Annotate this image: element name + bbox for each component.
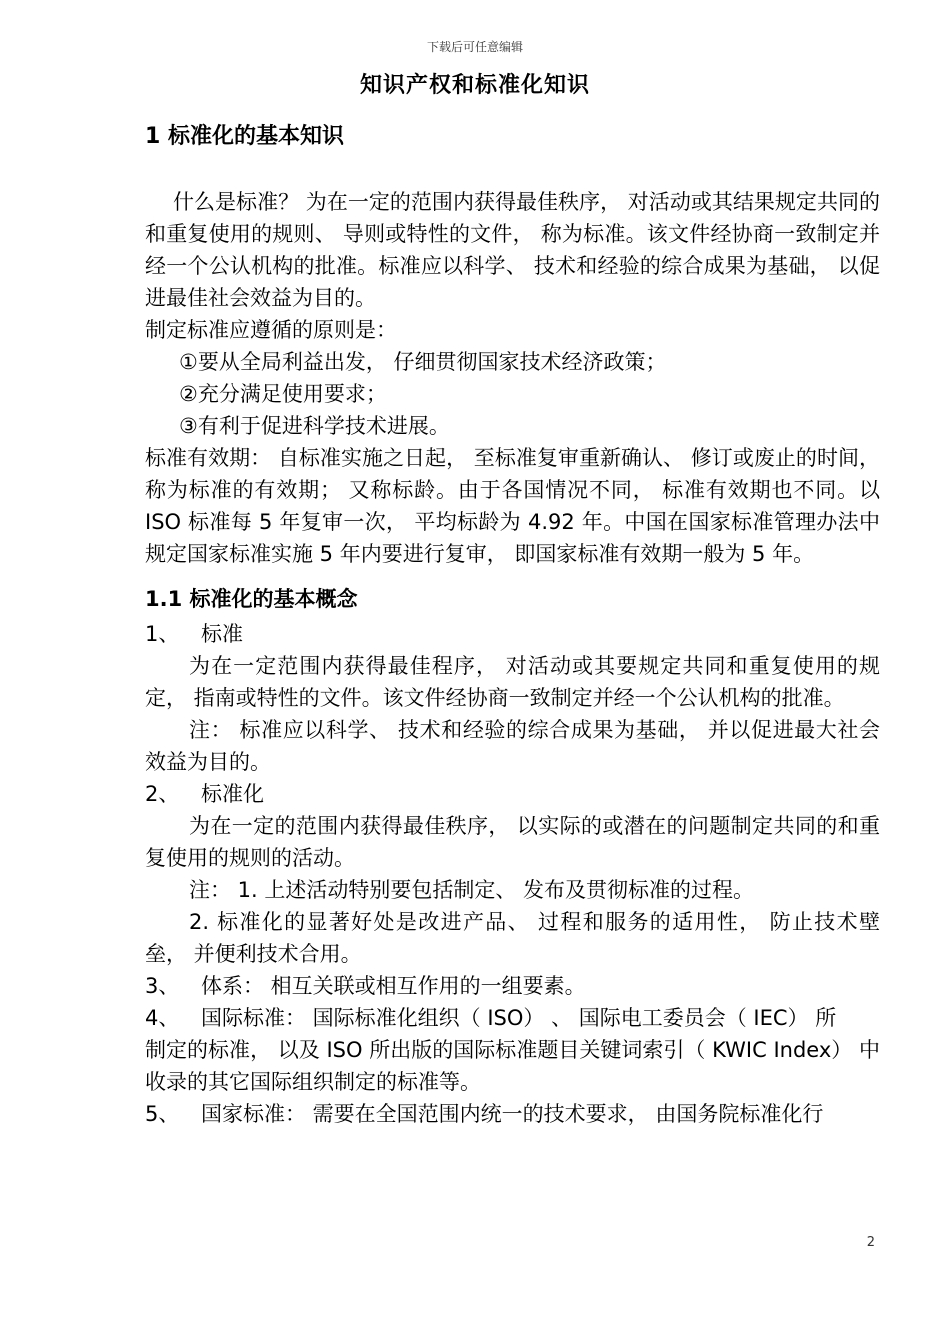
item-label: 国际标准： 国际标准化组织（ ISO） 、 国际电工委员会（ IEC） 所 bbox=[201, 1006, 837, 1030]
item-2-note-2: 2. 标准化的显著好处是改进产品、 过程和服务的适用性， 防止技术壁垒， 并便利技术合用。 bbox=[145, 910, 880, 966]
principle-item: ③有利于促进科学技术进展。 bbox=[179, 414, 450, 438]
item-label: 国家标准： 需要在全国范围内统一的技术要求， 由国务院标准化行 bbox=[201, 1102, 824, 1126]
item-1 bbox=[145, 618, 880, 650]
paragraph-what-is-standard: 什么是标准？ 为在一定的范围内获得最佳秩序， 对活动或其结果规定共同的和重复使用的规则、 导则或特性的文件， 称为标准。该文件经协商一致制定并经一个公认机构的批准。标准应以科学、 技术和经验的综合成果为基础， 以促进最佳社会效益为目的。 bbox=[145, 190, 880, 310]
principles-intro: 制定标准应遵循的原则是： bbox=[145, 318, 397, 342]
item-3 bbox=[145, 970, 880, 1002]
principle-item: ②充分满足使用要求； bbox=[179, 382, 387, 406]
section-1-1-heading: 1.1 标准化的基本概念 bbox=[145, 587, 358, 611]
header-note: 下载后可任意编辑 bbox=[426, 40, 523, 54]
item-2-definition: 为在一定的范围内获得最佳秩序， 以实际的或潜在的问题制定共同的和重复使用的规则的活动。 bbox=[145, 814, 880, 870]
item-2-note-1: 注： 1. 上述活动特别要包括制定、 发布及贯彻标准的过程。 bbox=[189, 878, 755, 902]
item-4 bbox=[145, 1002, 880, 1034]
page-number: 2 bbox=[866, 1235, 875, 1250]
item-number: 3、 bbox=[145, 974, 180, 998]
section-1-heading: 1 标准化的基本知识 bbox=[145, 124, 344, 149]
item-2 bbox=[145, 778, 880, 810]
document-title: 知识产权和标准化知识 bbox=[359, 73, 590, 98]
item-5 bbox=[145, 1098, 880, 1130]
item-number: 2、 bbox=[145, 782, 180, 806]
principle-item: ①要从全局利益出发， 仔细贯彻国家技术经济政策； bbox=[179, 350, 667, 374]
item-label: 标准化 bbox=[201, 782, 264, 806]
item-number: 5、 bbox=[145, 1102, 180, 1126]
item-label: 体系： 相互关联或相互作用的一组要素。 bbox=[201, 974, 586, 998]
item-label: 标准 bbox=[201, 622, 243, 646]
document-body bbox=[145, 120, 880, 1130]
item-1-note: 注： 标准应以科学、 技术和经验的综合成果为基础， 并以促进最大社会效益为目的。 bbox=[145, 718, 880, 774]
item-1-definition: 为在一定范围内获得最佳程序， 对活动或其要规定共同和重复使用的规定， 指南或特性的文件。该文件经协商一致制定并经一个公认机构的批准。 bbox=[145, 654, 880, 710]
item-number: 4、 bbox=[145, 1006, 180, 1030]
item-4-continuation: 制定的标准， 以及 ISO 所出版的国际标准题目关键词索引（ KWIC Index） 中收录的其它国际组织制定的标准等。 bbox=[145, 1038, 880, 1094]
item-number: 1、 bbox=[145, 622, 180, 646]
paragraph-validity: 标准有效期： 自标准实施之日起， 至标准复审重新确认、 修订或废止的时间， 称为标准的有效期； 又称标龄。由于各国情况不同， 标准有效期也不同。以 ISO 标准每 5 年复审一次， 平均标龄为 4.92 年。中国在国家标准管理办法中规定国家标准实施 5 年内要进行复审， 即国家标准有效期一般为 5 年。 bbox=[145, 446, 880, 566]
